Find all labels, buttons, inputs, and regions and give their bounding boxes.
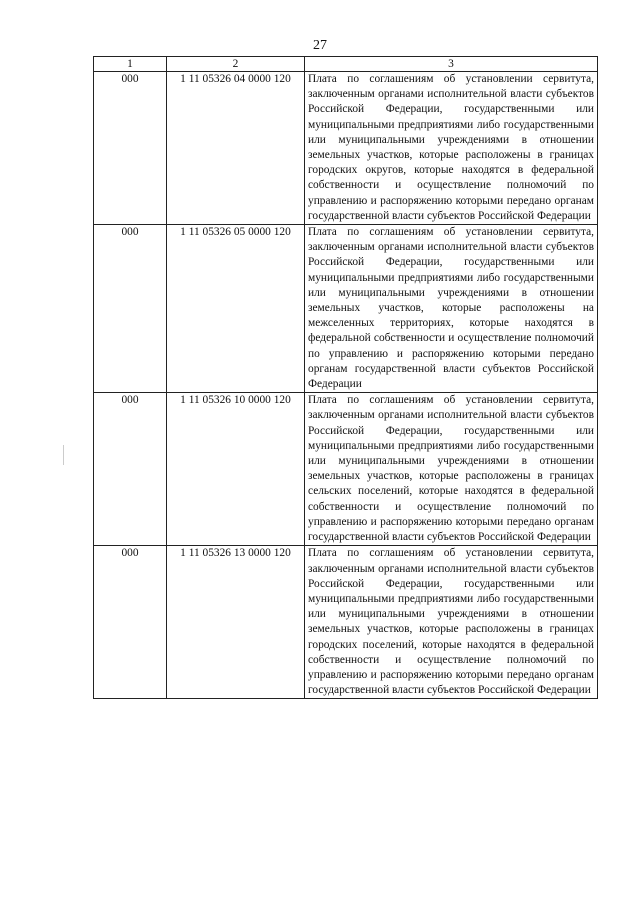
kbk-code-cell: 1 11 05326 10 0000 120 [167, 393, 305, 546]
table-row [94, 72, 598, 225]
kbk-code-cell: 1 11 05326 05 0000 120 [167, 225, 305, 393]
description-cell: Плата по соглашениям об установлении сервитута, заключенным органами исполнительной власти субъектов Российской Федерации, государственными или муниципальными предприятиями либо государственными или муниципальными учреждениями в отношении земельных участков, которые расположены в границах городских поселений, которые находятся в федеральной собственности и осуществление полномочий по управлению и распоряжению которыми передано органам государственной власти субъектов Российской Федерации [305, 546, 598, 699]
table-row [94, 546, 598, 699]
table-row [94, 393, 598, 546]
description-cell: Плата по соглашениям об установлении сервитута, заключенным органами исполнительной власти субъектов Российской Федерации, государственными или муниципальными предприятиями либо государственными или муниципальными учреждениями в отношении земельных участков, которые расположены в границах сельских поселений, которые находятся в федеральной собственности и осуществление полномочий по управлению и распоряжению которыми передано органам государственной власти субъектов Российской Федерации [305, 393, 598, 546]
admin-code-cell: 000 [94, 393, 167, 546]
column-header-2: 2 [167, 57, 305, 72]
kbk-code-cell: 1 11 05326 04 0000 120 [167, 72, 305, 225]
revenue-codes-table [93, 56, 598, 699]
column-header-3: 3 [305, 57, 598, 72]
description-cell: Плата по соглашениям об установлении сервитута, заключенным органами исполнительной власти субъектов Российской Федерации, государственными или муниципальными предприятиями либо государственными или муниципальными учреждениями в отношении земельных участков, которые расположены в границах городских округов, которые находятся в федеральной собственности и осуществление полномочий по управлению и распоряжению которыми передано органам государственной власти субъектов Российской Федерации [305, 72, 598, 225]
page-number: 27 [313, 38, 327, 53]
admin-code-cell: 000 [94, 225, 167, 393]
admin-code-cell: 000 [94, 546, 167, 699]
kbk-code-cell: 1 11 05326 13 0000 120 [167, 546, 305, 699]
description-cell: Плата по соглашениям об установлении сервитута, заключенным органами исполнительной власти субъектов Российской Федерации, государственными или муниципальными предприятиями либо государственными или муниципальными учреждениями в отношении земельных участков, которые расположены на межселенных территориях, которые находятся в федеральной собственности и осуществление полномочий по управлению и распоряжению которыми передано органам государственной власти субъектов Российской Федерации [305, 225, 598, 393]
admin-code-cell: 000 [94, 72, 167, 225]
scan-margin-mark [63, 445, 64, 465]
table-row [94, 225, 598, 393]
table-header-row [94, 57, 598, 72]
column-header-1: 1 [94, 57, 167, 72]
